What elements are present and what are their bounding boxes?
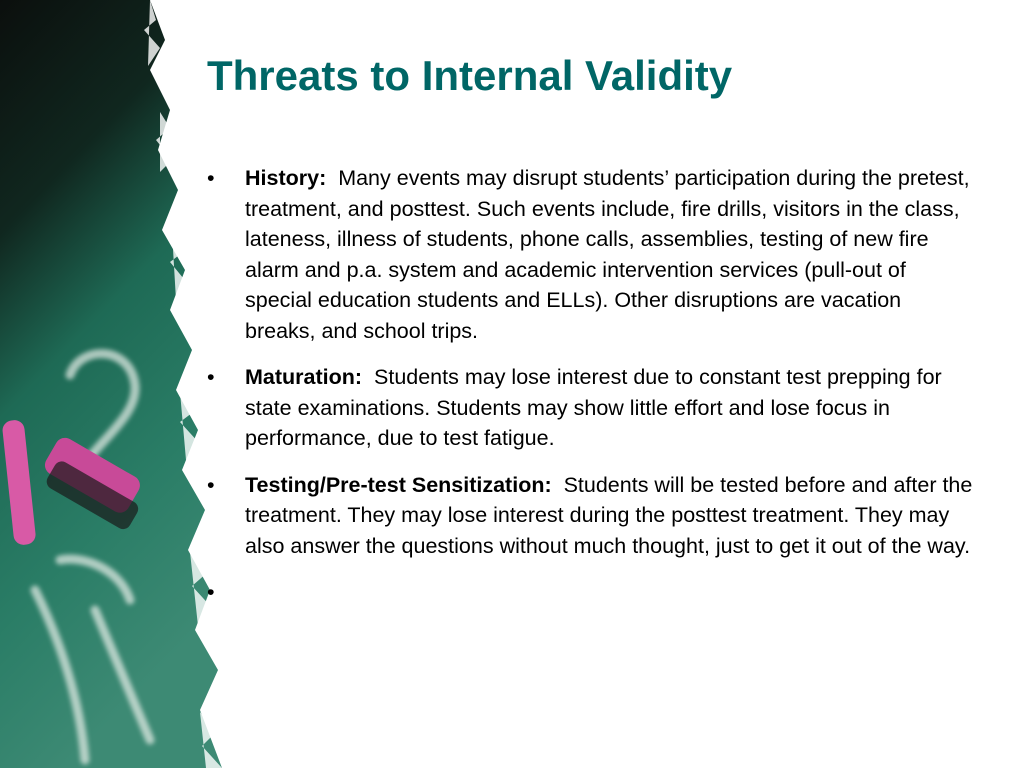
bullet-term: History: (245, 166, 327, 190)
bullet-icon: • (207, 166, 215, 190)
bullet-icon: • (207, 365, 215, 389)
bullet-text: Students may lose interest due to constant test prepping for state examinations. Students may show little effort and lose focus in performance, due to test fatigue. (245, 365, 942, 450)
bullet-item-history (206, 163, 976, 346)
bullet-text: Many events may disrupt students’ participation during the pretest, treatment, and posttest. Such events include, fire drills, visitors in the class, lateness, illness of students, phone calls, assemblies, testing of new fire alarm and p.a. system and academic intervention services (pull-out of special education students and ELLs). Other disruptions are vacation breaks, and school trips. (245, 166, 970, 343)
bullet-icon: • (207, 472, 215, 497)
bullet-icon: • (207, 580, 215, 604)
slide-title: Threats to Internal Validity (207, 52, 733, 99)
bullet-term: Testing/Pre-test Sensitization: (245, 472, 552, 497)
bullet-item-testing (206, 470, 976, 562)
bullet-term: Maturation: (245, 365, 363, 389)
bullet-text: Students will be tested before and after the treatment. They may lose interest during the posttest treatment. They may also answer the questions without much thought, just to get it out of the way. (245, 472, 973, 558)
bullet-list (206, 163, 976, 624)
bullet-item-maturation (206, 362, 976, 454)
bullet-item-empty (206, 577, 976, 608)
